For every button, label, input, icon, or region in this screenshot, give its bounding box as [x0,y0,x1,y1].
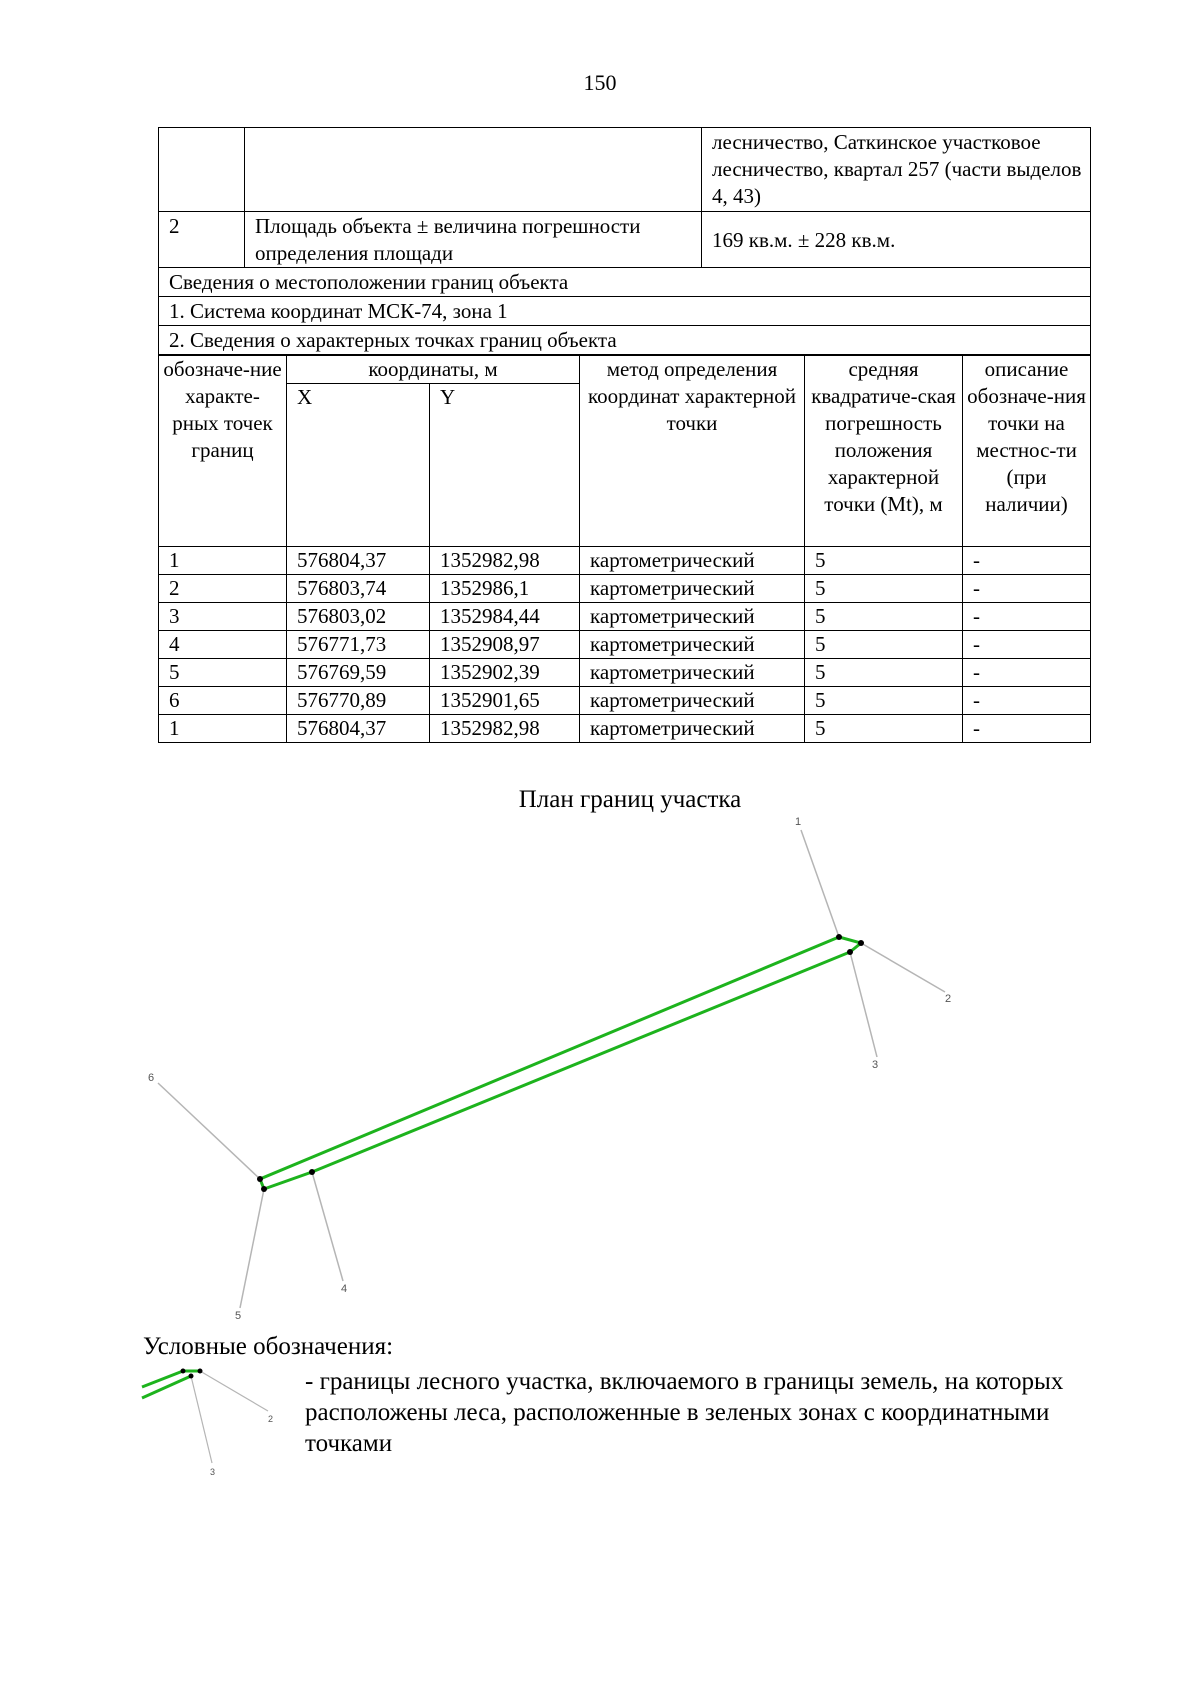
leader-line-4 [312,1172,343,1281]
cell-error: 5 [805,631,963,659]
point-marker-2 [858,940,864,946]
cell-y: 1352901,65 [430,687,580,715]
leader-line-1 [801,830,839,937]
cell-x: 576804,37 [287,547,430,575]
cell-x: 576803,74 [287,575,430,603]
leader-line-6 [158,1083,260,1179]
point-labels [148,816,951,1322]
header-y: Y [430,384,580,547]
point-label-6: 6 [148,1072,155,1084]
boundary-points [257,934,864,1192]
header-description: описание обозначе-ния точки на местнос-ти (при наличии) [963,356,1091,547]
cell-error: 5 [805,547,963,575]
row-number: 2 [159,212,245,268]
point-marker-5 [261,1186,267,1192]
cell-desc: - [963,659,1091,687]
cell-desc: - [963,687,1091,715]
legend-leader-line [191,1376,212,1463]
legend-boundary-line [142,1376,191,1398]
cell-id: 1 [159,715,287,743]
location-cell: лесничество, Саткинское участковое лесничество, квартал 257 (части выделов 4, 43) [702,128,1091,212]
leader-lines [158,830,945,1308]
cell-desc: - [963,715,1091,743]
legend-point-marker [189,1374,194,1379]
parcel-boundary [260,937,861,1189]
cell-id: 1 [159,547,287,575]
cell-id: 3 [159,603,287,631]
cell-error: 5 [805,603,963,631]
cell-desc: - [963,631,1091,659]
legend-point-label: 2 [268,1414,274,1424]
point-label-2: 2 [945,993,952,1005]
cell-x: 576770,89 [287,687,430,715]
cell-desc: - [963,547,1091,575]
cell-method: картометрический [580,687,805,715]
area-label: Площадь объекта ± величина погрешности определения площади [245,212,702,268]
legend-point-marker [198,1369,203,1374]
cell-y: 1352902,39 [430,659,580,687]
cell-id: 6 [159,687,287,715]
cell-method: картометрический [580,631,805,659]
legend-leader-line [200,1371,268,1411]
cell-method: картометрический [580,547,805,575]
leader-line-2 [861,943,945,992]
page-number: 150 [583,70,617,95]
legend-description: - границы лесного участка, включаемого в границы земель, на которых расположены леса, расположенные в зеленых зонах с координатными точками [305,1368,1064,1457]
cell-desc: - [963,575,1091,603]
cell-id: 2 [159,575,287,603]
point-marker-3 [847,949,853,955]
point-marker-1 [836,934,842,940]
leader-line-3 [850,952,877,1057]
point-label-4: 4 [341,1283,348,1295]
cell-desc: - [963,603,1091,631]
cell-y: 1352982,98 [430,547,580,575]
cell-x: 576804,37 [287,715,430,743]
cell-y: 1352984,44 [430,603,580,631]
leader-line-5 [240,1189,264,1308]
cell-method: картометрический [580,715,805,743]
header-coordinates: координаты, м [287,356,580,384]
cell-method: картометрический [580,659,805,687]
section-heading: 2. Сведения о характерных точках границ объекта [159,326,1091,355]
header-designation: обозначе-ние характе-рных точек границ [159,356,287,547]
point-label-5: 5 [235,1310,242,1322]
cell-method: картометрический [580,603,805,631]
point-label-3: 3 [872,1059,879,1071]
cell-error: 5 [805,575,963,603]
header-x: X [287,384,430,547]
legend-point-marker [181,1369,186,1374]
legend-title: Условные обозначения: [143,1333,394,1360]
legend-point-label: 3 [210,1467,216,1477]
cell-error: 5 [805,715,963,743]
header-method: метод определения координат характерной точки [580,356,805,547]
cell-y: 1352982,98 [430,715,580,743]
point-marker-6 [257,1176,263,1182]
plan-title: План границ участка [518,786,742,813]
cell-error: 5 [805,659,963,687]
legend-sample [142,1369,273,1478]
header-error: средняя квадратиче-ская погрешность положения характерной точки (Mt), м [805,356,963,547]
cell-y: 1352986,1 [430,575,580,603]
cell-x: 576769,59 [287,659,430,687]
cell-y: 1352908,97 [430,631,580,659]
point-marker-4 [309,1169,315,1175]
cell-x: 576771,73 [287,631,430,659]
cell-error: 5 [805,687,963,715]
section-heading: Сведения о местоположении границ объекта [159,268,1091,297]
cell-id: 5 [159,659,287,687]
coordinate-system: 1. Система координат МСК-74, зона 1 [159,297,1091,326]
area-value: 169 кв.м. ± 228 кв.м. [702,212,1091,268]
cell-method: картометрический [580,575,805,603]
cell-x: 576803,02 [287,603,430,631]
point-label-1: 1 [795,816,802,828]
cell-id: 4 [159,631,287,659]
